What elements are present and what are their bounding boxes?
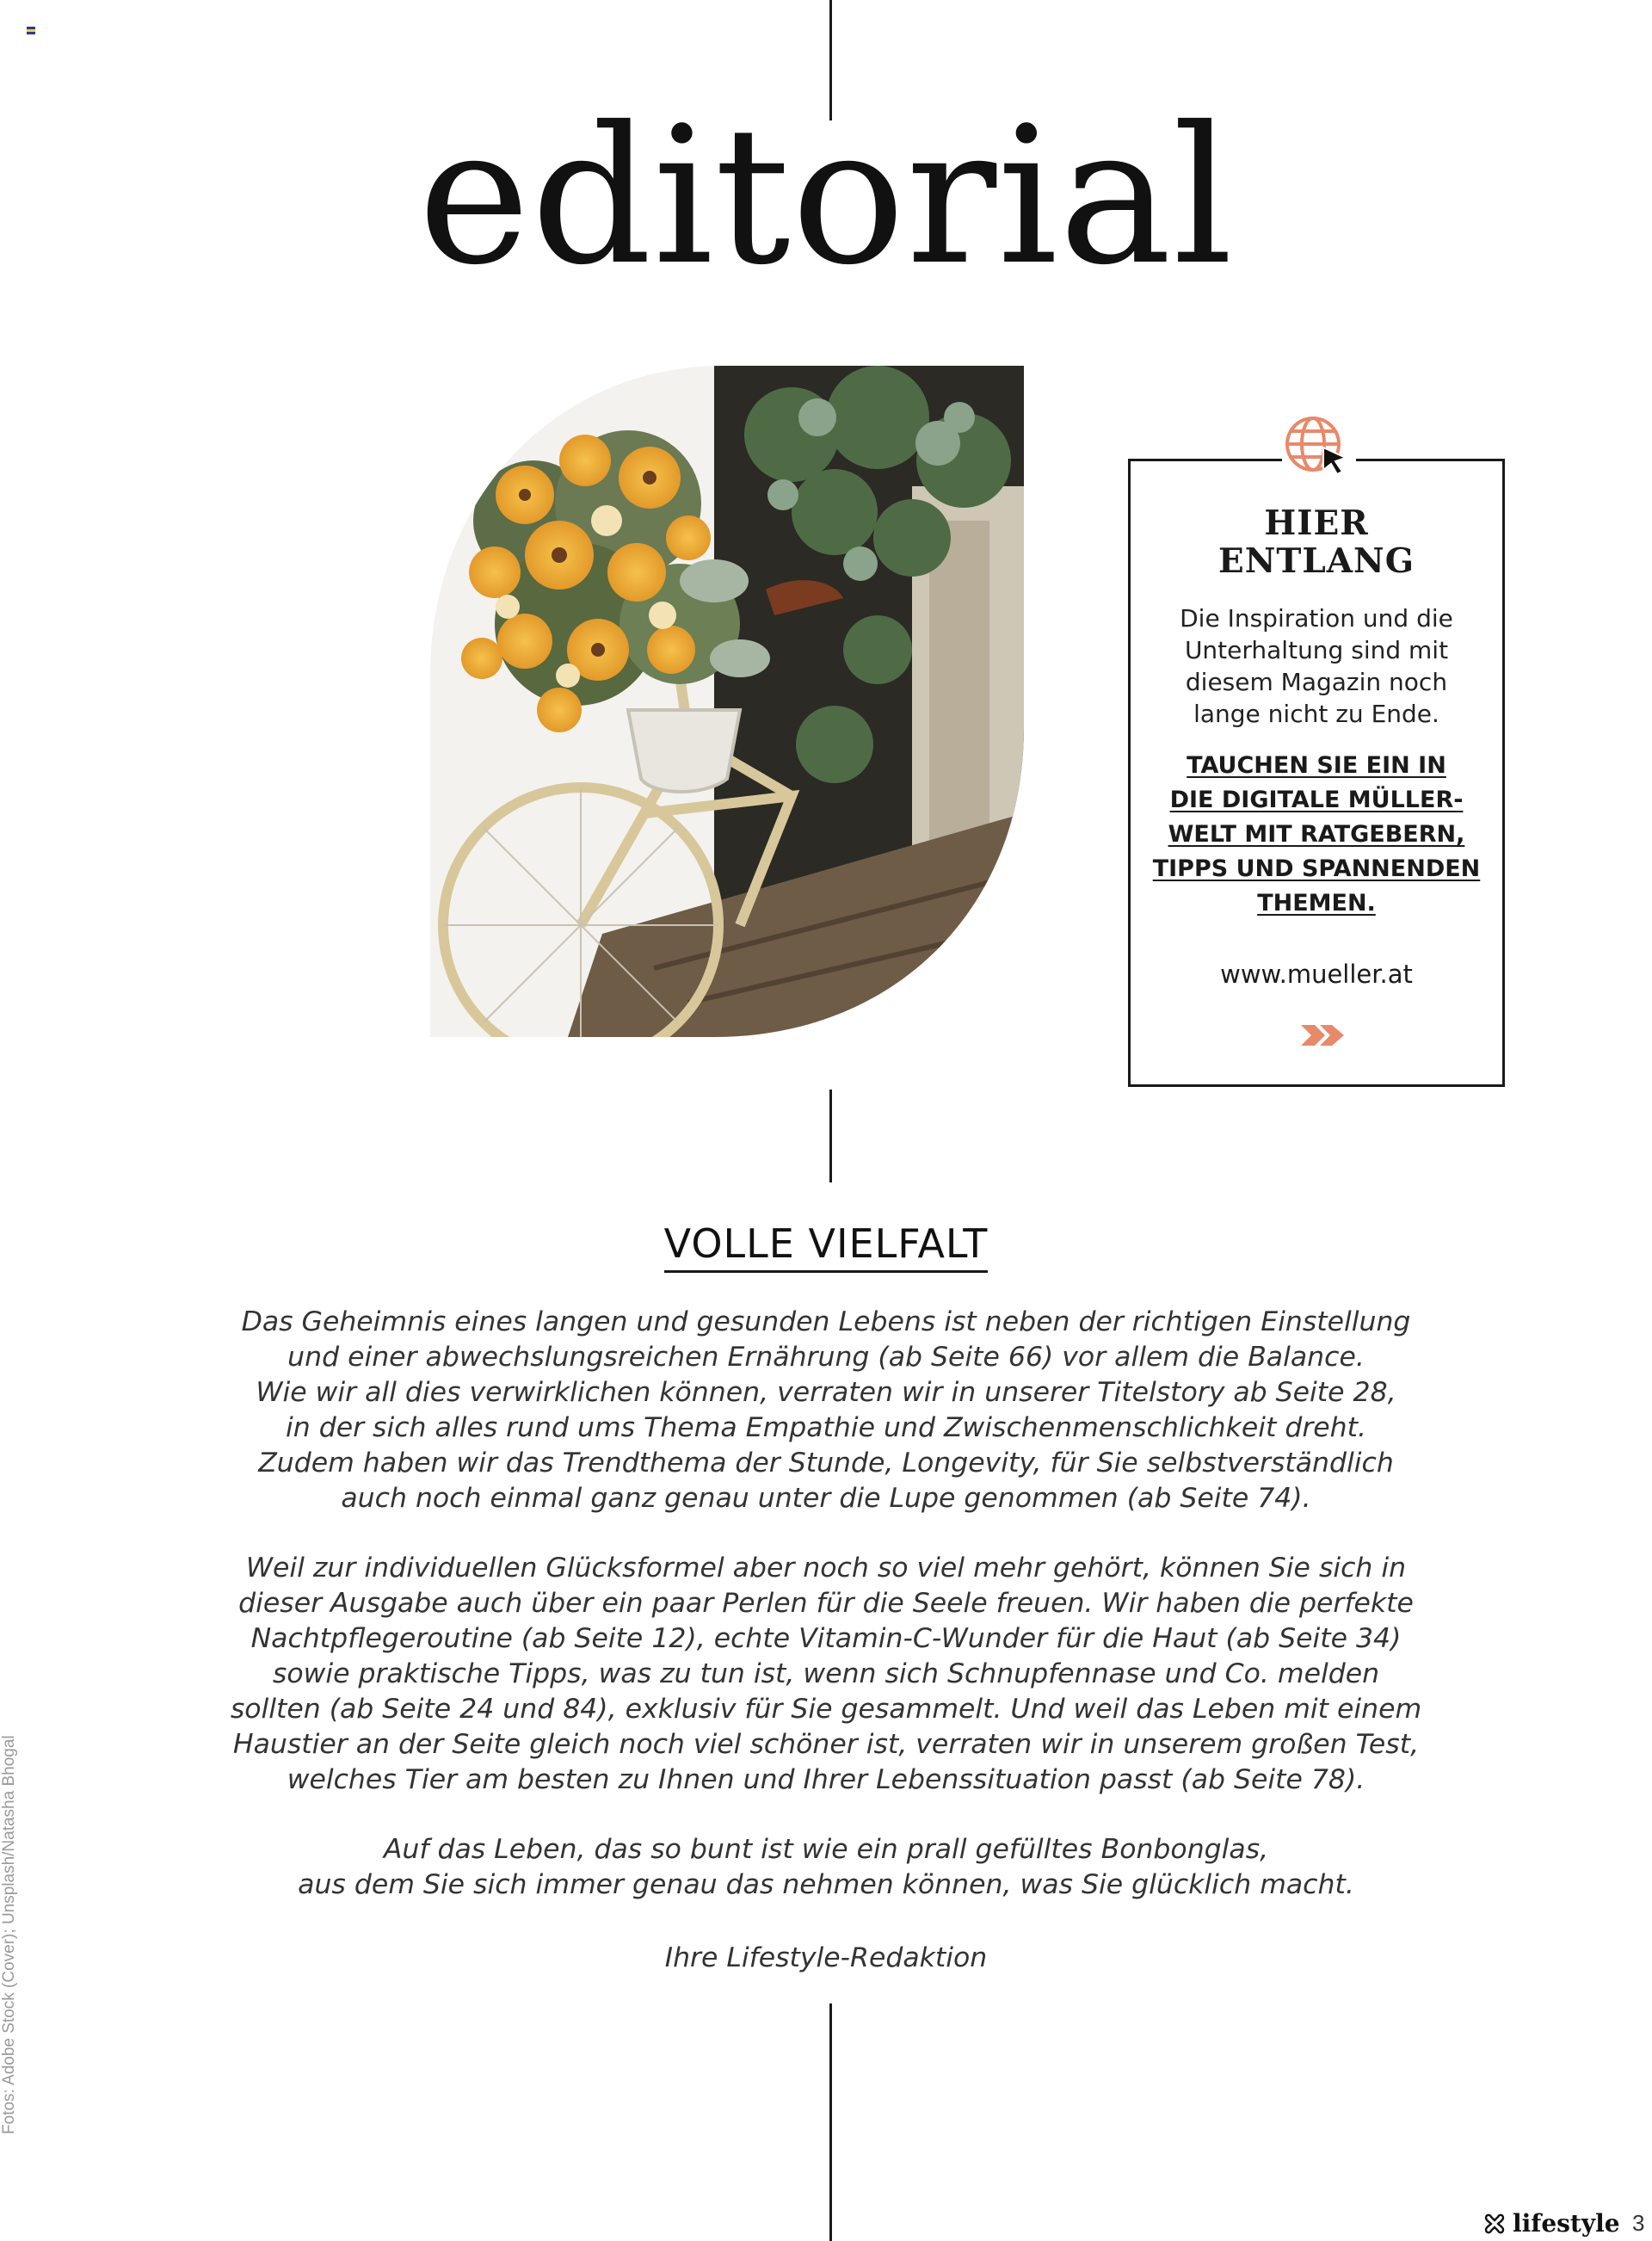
globe-cursor-icon [1282,413,1356,477]
divider-line-bottom [829,2003,832,2241]
photo-credit: Fotos: Adobe Stock (Cover); Unsplash/Natasha Bhogal [0,1735,18,2134]
section-heading [0,1220,1652,1267]
info-cta-link[interactable]: TAUCHEN SIE EIN IN DIE DIGITALE MÜLLER- WELT MIT RATGEBERN, TIPPS UND SPANNENDEN THEMEN. [1152,752,1481,917]
website-link[interactable]: www.mueller.at [1220,960,1413,989]
info-body: Die Inspiration und die Unterhaltung sind mit diesem Magazin noch lange nicht zu Ende. [1180,604,1453,728]
flag-icon [27,27,35,34]
double-arrow-right-icon[interactable] [1299,1022,1347,1048]
footer [1480,2209,1652,2240]
info-box [1128,459,1505,1087]
footer-brand: lifestyle [1513,2209,1620,2238]
info-heading: HIER ENTLANG [1217,503,1415,581]
page-number: 3 [1632,2210,1645,2236]
hero-image [430,366,1024,1037]
page-title: editorial [417,86,1235,306]
article-paragraph: Das Geheimnis eines langen und gesunden Lebens ist neben der richtigen Einstellung und einer abwechslungsreichen Ernährung (ab Seite 66) vor allem die Balance. Wie wir all dies verwirklichen können, verraten wir in unserer Titelstory ab Seite 28, in der sich alles rund ums Thema Empathie und Zwischenmenschlichkeit dreht. Zudem haben wir das Trendthema der Stunde, Longevity, für Sie selbstverständlich auch noch einmal ganz genau unter die Lupe genommen (ab Seite 74). [241,1306,1411,1514]
lifestyle-logo-icon [1483,2213,1506,2235]
article-paragraph: Auf das Leben, das so bunt ist wie ein prall gefülltes Bonbonglas, aus dem Sie sich immer genau das nehmen können, was Sie glücklich macht. [298,1834,1354,1900]
divider-line-middle [829,1090,832,1182]
article-paragraph: Weil zur individuellen Glücksformel aber noch so viel mehr gehört, können Sie sich in dieser Ausgabe auch über ein paar Perlen für die Seele freuen. Wir haben die perfekte Nachtpflegeroutine (ab Seite 12), echte Vitamin-C-Wunder für die Haut (ab Seite 34) sowie praktische Tipps, was zu tun ist, wenn sich Schnupfennase und Co. melden sollten (ab Seite 24 und 84), exklusiv für Sie gesammelt. Und weil das Leben mit einem Haustier an der Seite gleich noch viel schöner ist, verraten wir in unserem großen Test, welches Tier am besten zu Ihnen und Ihrer Lebenssituation passt (ab Seite 78). [230,1553,1422,1795]
section-heading-text: VOLLE VIELFALT [664,1220,989,1273]
signature: Ihre Lifestyle-Redaktion [664,1942,988,1973]
